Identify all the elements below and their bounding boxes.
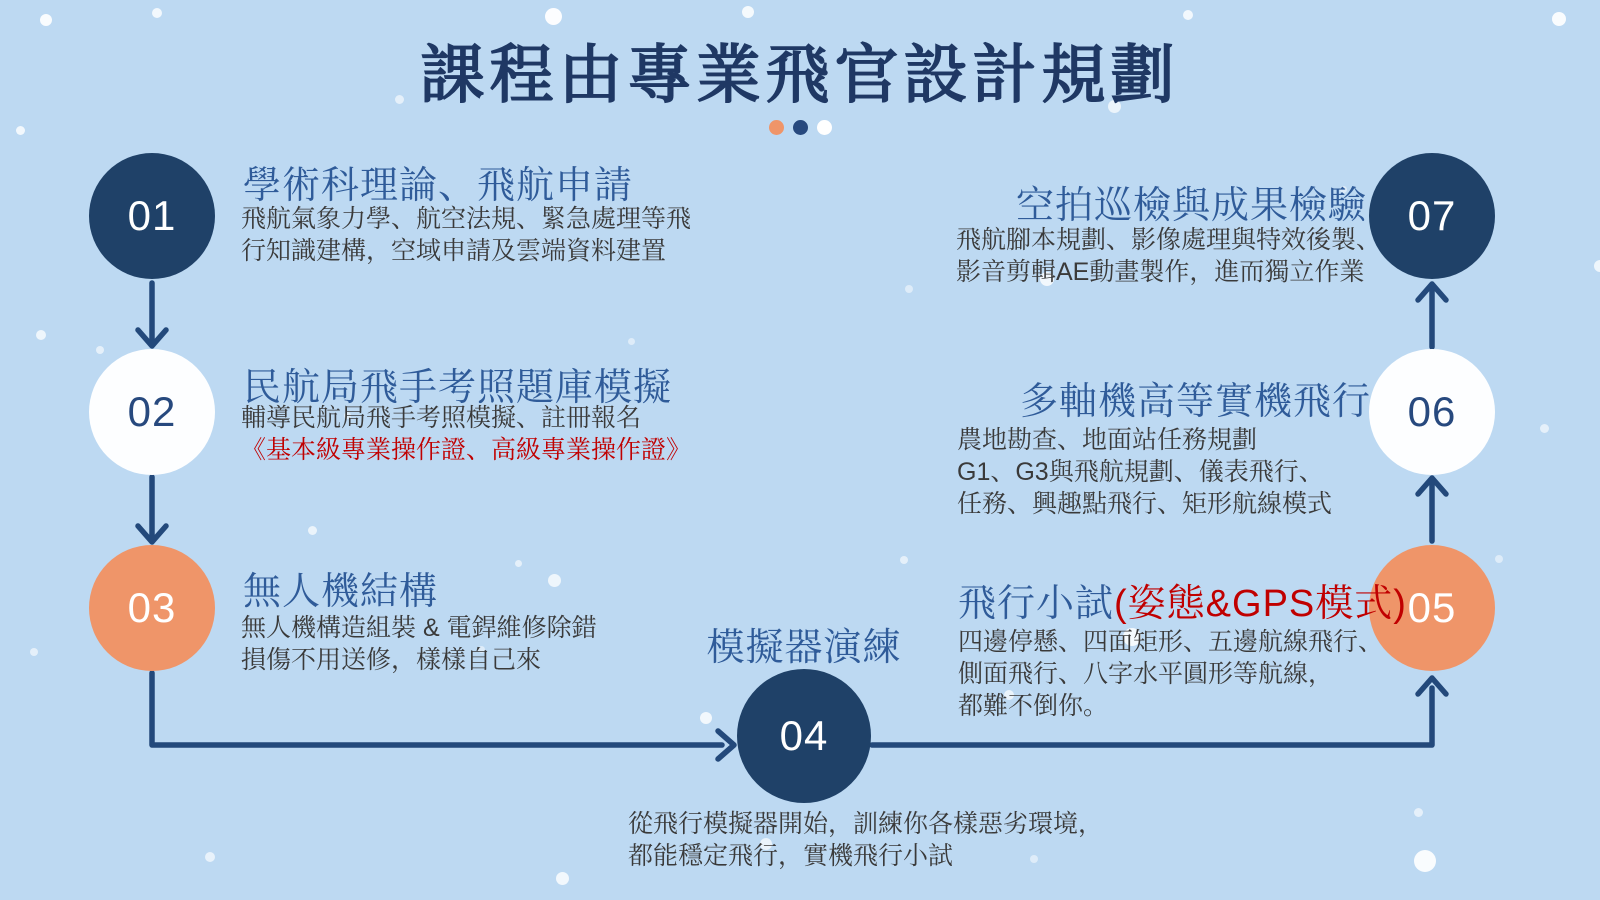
snow-dot: [308, 526, 317, 535]
step-02-body: [241, 402, 691, 466]
step-02-body-line-red: 《基本級專業操作證、高級專業操作證》: [241, 436, 692, 464]
page-title: 課程由專業飛官設計規劃: [420, 39, 1180, 111]
arrow-05-06: [1418, 478, 1446, 541]
step-04-body: [628, 808, 1103, 872]
title-dot-navy-icon: [793, 120, 808, 135]
step-05-body-line: 四邊停懸、四面矩形、五邊航線飛行、: [958, 628, 1384, 656]
step-02-heading: 民航局飛手考照題庫模擬: [243, 367, 673, 409]
step-02-circle: [89, 349, 215, 475]
step-05-heading-main: 飛行小試: [958, 583, 1115, 625]
title-dot-white-icon: [817, 120, 832, 135]
step-01-heading: 學術科理論、飛航申請: [243, 165, 634, 207]
arrowhead-into-04: [718, 731, 734, 759]
step-07-heading: 空拍巡檢與成果檢驗: [1016, 185, 1368, 227]
step-04-number: 04: [779, 712, 829, 759]
snow-dot: [205, 852, 215, 862]
step-01-number: 01: [127, 192, 177, 239]
step-05-number: 05: [1407, 584, 1457, 631]
snow-dot: [700, 712, 712, 724]
step-03-body-line: 損傷不用送修，樣樣自己來: [241, 646, 542, 674]
step-07-body-line: 飛航腳本規劃、影像處理與特效後製、: [956, 226, 1382, 254]
title-dots: [0, 120, 1600, 135]
snow-dot: [628, 338, 635, 345]
step-03-body: [241, 612, 597, 676]
step-01-body-line: 飛航氣象力學、航空法規、緊急處理等飛: [241, 205, 692, 233]
snow-dot: [1540, 424, 1549, 433]
step-07-circle: [1369, 153, 1495, 279]
step-06-body-line: 任務、興趣點飛行、矩形航線模式: [957, 490, 1333, 518]
snow-dot: [545, 8, 562, 25]
snow-dot: [30, 648, 38, 656]
step-03-circle: [89, 545, 215, 671]
step-04-heading: 模擬器演練: [706, 627, 902, 669]
step-05-heading: [958, 572, 1407, 627]
step-07-number: 07: [1407, 192, 1457, 239]
snow-dot: [36, 330, 46, 340]
arrow-06-07: [1418, 284, 1446, 347]
elbow-03-04: [152, 673, 722, 745]
step-01-body: [241, 203, 691, 267]
snow-dot: [96, 346, 104, 354]
snow-dot: [1495, 555, 1503, 563]
step-02-body-line: 輔導民航局飛手考照模擬、註冊報名: [241, 404, 642, 432]
step-02-number: 02: [127, 388, 177, 435]
snow-dot: [515, 560, 522, 567]
step-05-body: [958, 626, 1383, 722]
step-05-body-line: 側面飛行、八字水平圓形等航線，: [958, 660, 1334, 688]
step-05-body-line: 都難不倒你。: [958, 692, 1109, 720]
arrowhead-into-05: [1418, 678, 1446, 694]
step-01-body-line: 行知識建構，空域申請及雲端資料建置: [241, 237, 667, 265]
step-03-heading: 無人機結構: [243, 571, 439, 613]
snow-dot: [1414, 850, 1436, 872]
title-dot-orange-icon: [769, 120, 784, 135]
step-06-number: 06: [1407, 388, 1457, 435]
step-04-body-line: 從飛行模擬器開始，訓練你各樣惡劣環境，: [628, 810, 1104, 838]
step-05-heading-red: (姿態&GPS模式): [1114, 583, 1407, 625]
step-07-body-line: 影音剪輯AE動畫製作，進而獨立作業: [956, 258, 1365, 286]
snow-dot: [548, 574, 561, 587]
snow-dot: [905, 285, 913, 293]
snow-dot: [1414, 808, 1423, 817]
step-06-body: [957, 424, 1332, 520]
snow-dot: [152, 8, 162, 18]
step-03-body-line: 無人機構造組裝 & 電銲維修除錯: [241, 614, 597, 642]
snow-dot: [1594, 260, 1600, 272]
snow-dot: [742, 6, 754, 18]
step-07-body: [956, 224, 1381, 288]
step-06-body-line: 農地勘查、地面站任務規劃: [957, 426, 1258, 454]
snow-dot: [556, 872, 569, 885]
step-06-heading: 多軸機高等實機飛行: [1020, 381, 1372, 423]
arrow-01-02: [138, 283, 166, 346]
snow-dot: [900, 556, 908, 564]
step-06-body-line: G1、G3與飛航規劃、儀表飛行、: [957, 458, 1324, 486]
step-06-circle: [1369, 349, 1495, 475]
step-01-circle: [89, 153, 215, 279]
arrow-02-03: [138, 477, 166, 542]
step-04-circle: [737, 669, 871, 803]
step-04-body-line: 都能穩定飛行，實機飛行小試: [628, 842, 954, 870]
snow-dot: [1183, 10, 1193, 20]
step-03-number: 03: [127, 584, 177, 631]
